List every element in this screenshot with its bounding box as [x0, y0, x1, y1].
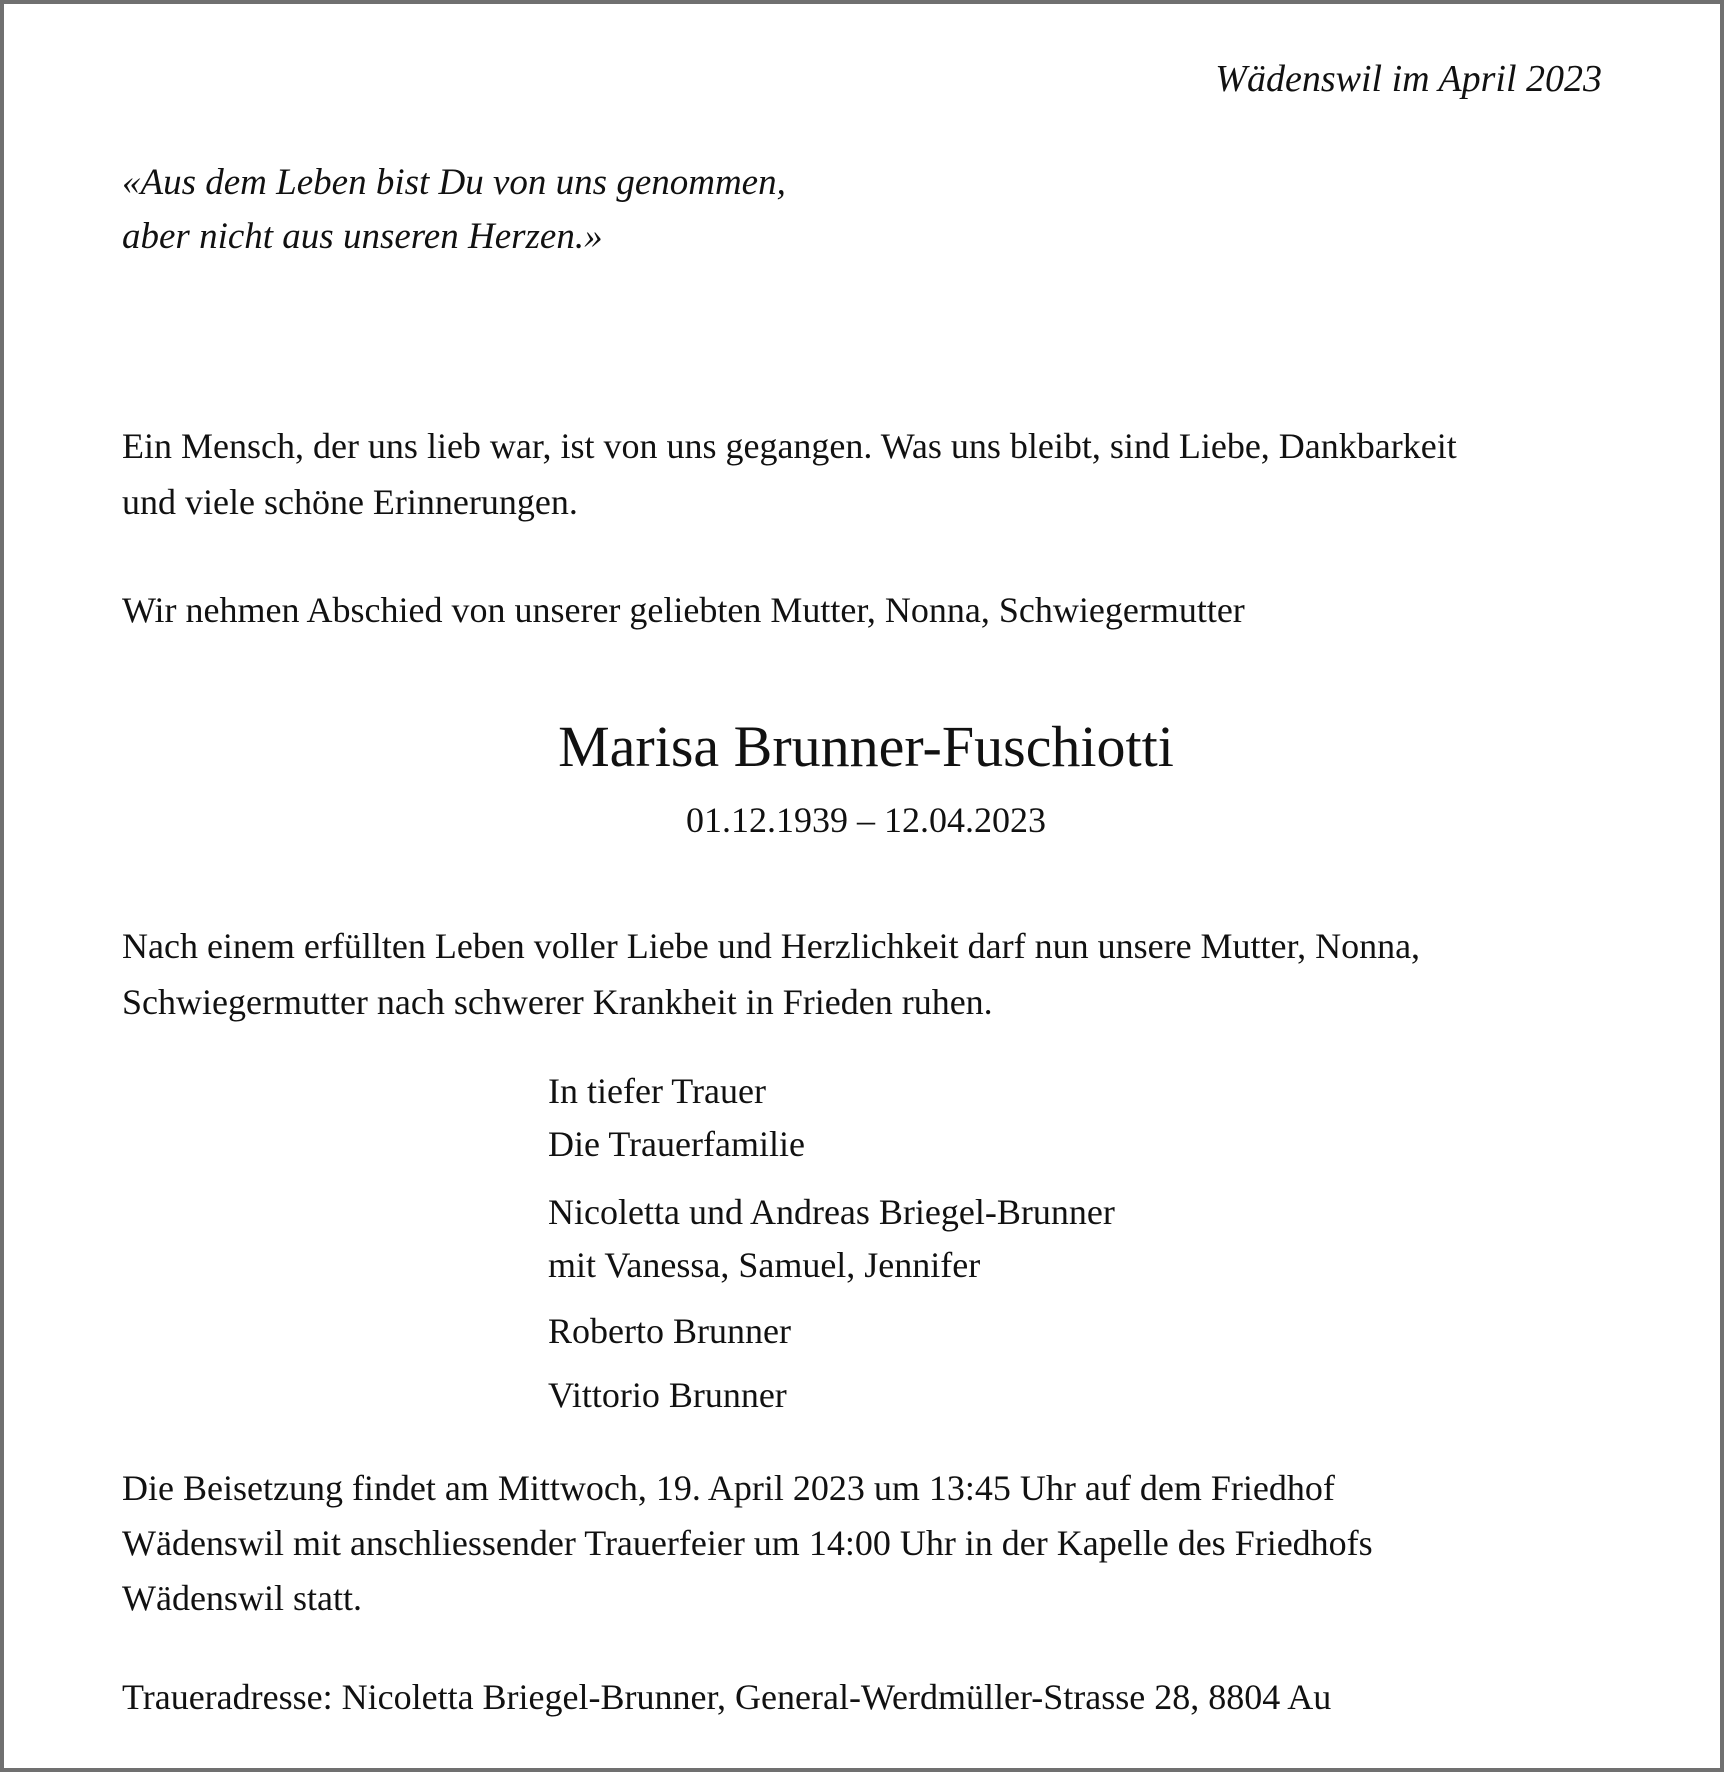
location-date: Wädenswil im April 2023: [1215, 58, 1602, 100]
funeral-line-1: Die Beisetzung findet am Mittwoch, 19. April 2023 um 13:45 Uhr auf dem Friedhof: [122, 1468, 1335, 1508]
family-member-1: Nicoletta und Andreas Briegel-Brunner: [548, 1192, 1115, 1232]
quote-line-2: aber nicht aus unseren Herzen.»: [122, 216, 603, 257]
quote-line-1: «Aus dem Leben bist Du von uns genommen,: [122, 162, 786, 203]
mourners-line-1: In tiefer Trauer: [548, 1071, 766, 1111]
intro-line-1: Ein Mensch, der uns lieb war, ist von uns gegangen. Was uns bleibt, sind Liebe, Dankbarkeit: [122, 426, 1457, 466]
funeral-line-3: Wädenswil statt.: [122, 1578, 362, 1618]
family-member-2: Roberto Brunner: [548, 1311, 791, 1351]
tribute-line-2: Schwiegermutter nach schwerer Krankheit in Frieden ruhen.: [122, 982, 993, 1022]
family-member-3: Vittorio Brunner: [548, 1375, 787, 1415]
intro-line-2: und viele schöne Erinnerungen.: [122, 482, 578, 522]
mourning-address: Traueradresse: Nicoletta Briegel-Brunner, General-Werdmüller-Strasse 28, 8804 Au: [122, 1677, 1332, 1717]
deceased-name: Marisa Brunner-Fuschiotti: [558, 714, 1174, 779]
family-member-1-children: mit Vanessa, Samuel, Jennifer: [548, 1245, 981, 1285]
farewell-text: Wir nehmen Abschied von unserer geliebten Mutter, Nonna, Schwiegermutter: [122, 590, 1245, 630]
life-dates: 01.12.1939 – 12.04.2023: [686, 800, 1046, 840]
funeral-line-2: Wädenswil mit anschliessender Trauerfeier um 14:00 Uhr in der Kapelle des Friedhofs: [122, 1523, 1373, 1563]
tribute-line-1: Nach einem erfüllten Leben voller Liebe und Herzlichkeit darf nun unsere Mutter, Nonna,: [122, 926, 1421, 966]
mourners-line-2: Die Trauerfamilie: [548, 1124, 805, 1164]
